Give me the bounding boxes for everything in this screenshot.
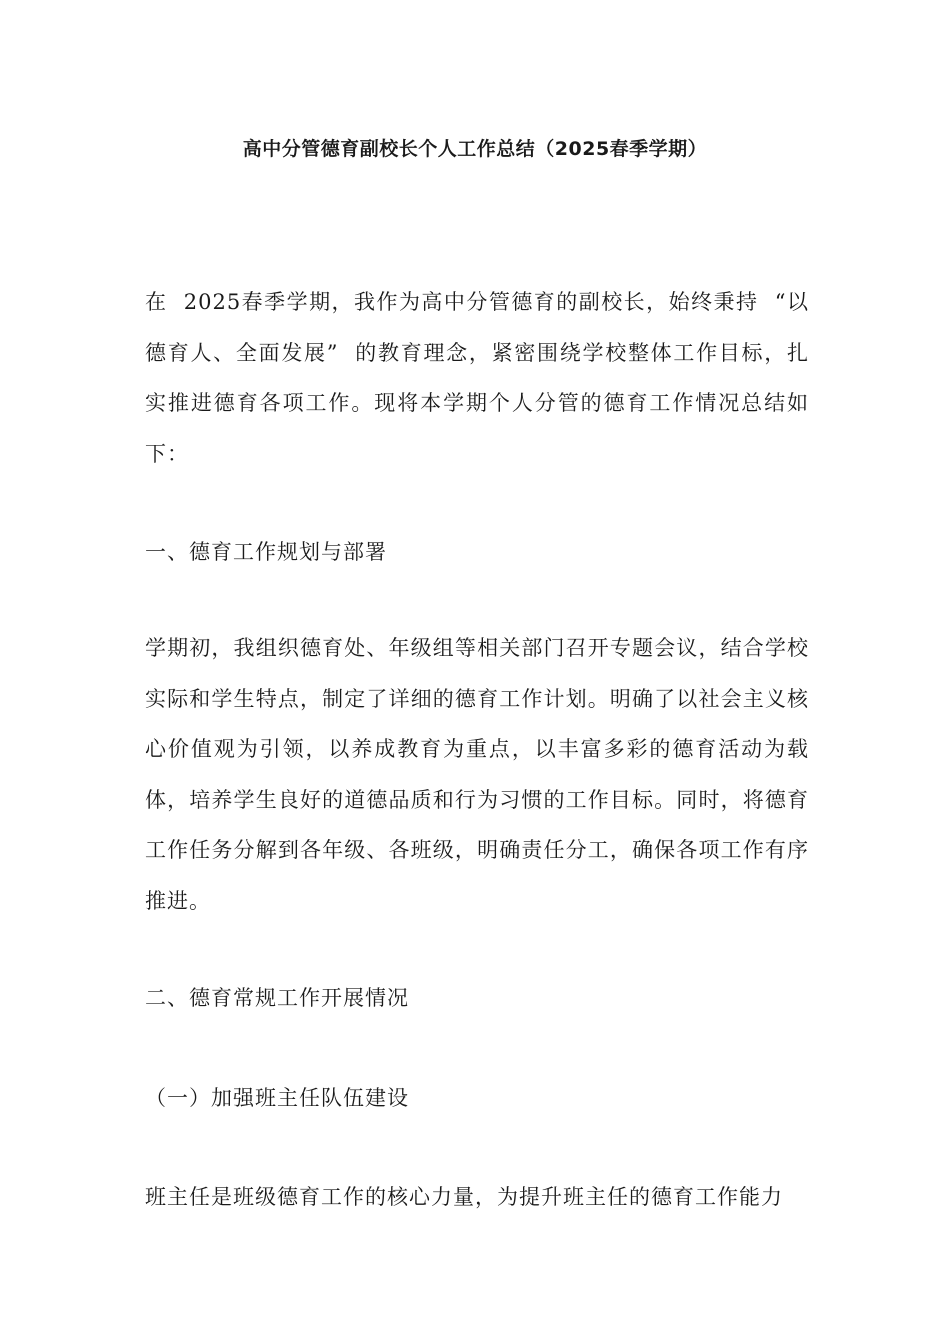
document-title: 高中分管德育副校长个人工作总结（2025春季学期） [242,138,708,160]
intro-paragraph: 在 2025春季学期，我作为高中分管德育的副校长，始终秉持 “以德育人、全面发展” 的教育理念，紧密围绕学校整体工作目标，扎实推进德育各项工作。现将本学期个人分管的德育工作情况总结如下： [145,290,809,466]
section-heading-1: 一、德育工作规划与部署 [145,540,387,564]
subsection-paragraph-2-1: 班主任是班级德育工作的核心力量，为提升班主任的德育工作能力 [145,1185,783,1209]
section-heading-2: 二、德育常规工作开展情况 [145,986,409,1010]
section-paragraph-1: 学期初，我组织德育处、年级组等相关部门召开专题会议，结合学校实际和学生特点，制定了详细的德育工作计划。明确了以社会主义核心价值观为引领，以养成教育为重点，以丰富多彩的德育活动为载体，培养学生良好的道德品质和行为习惯的工作目标。同时，将德育工作任务分解到各年级、各班级，明确责任分工，确保各项工作有序推进。 [145,636,809,913]
subsection-heading-2-1: （一）加强班主任队伍建设 [145,1086,409,1110]
